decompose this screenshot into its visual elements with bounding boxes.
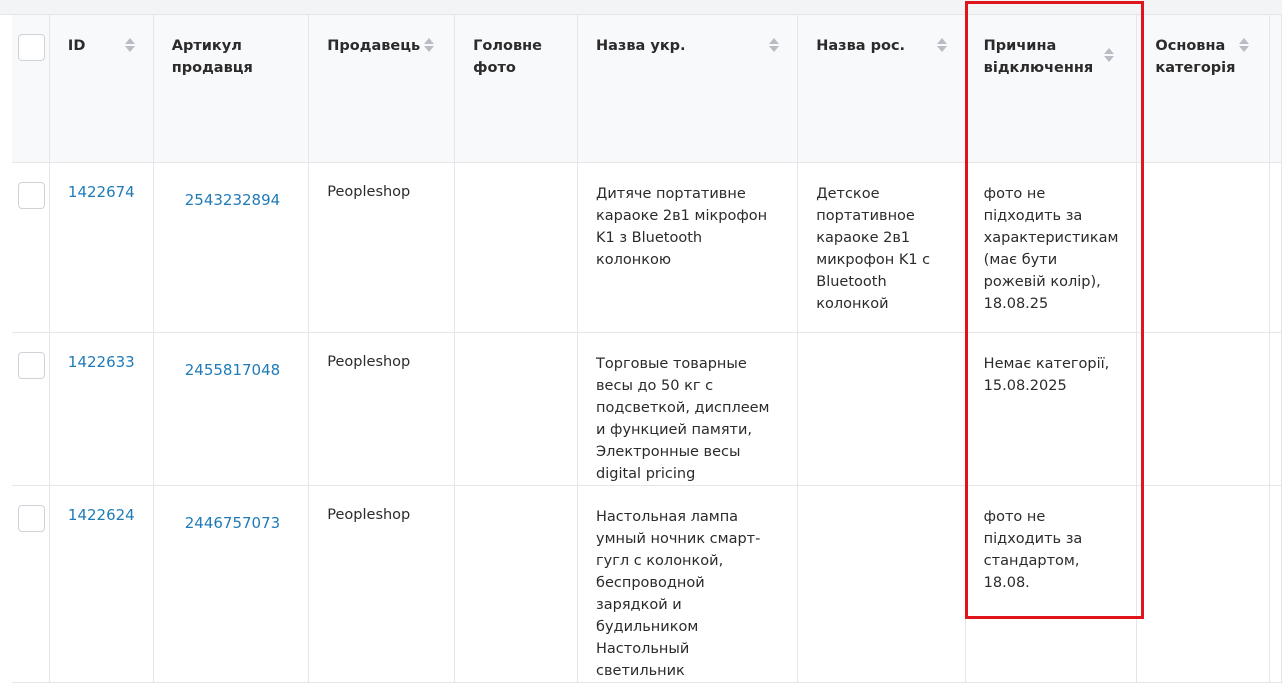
cell-seller bbox=[309, 485, 455, 682]
name-ros-text: Детское портативное караоке 2в1 микрофон K1 с Bluetooth колонкой bbox=[816, 185, 931, 312]
cell-name-ukr bbox=[578, 332, 798, 485]
cell-category bbox=[1137, 162, 1270, 332]
header-name-ukr[interactable] bbox=[578, 15, 798, 162]
article-link[interactable]: 2455817048 bbox=[184, 360, 281, 379]
product-id-link[interactable]: 1422633 bbox=[67, 352, 135, 371]
seller-text: Peopleshop bbox=[327, 353, 411, 370]
cell-overflow bbox=[1270, 332, 1282, 485]
seller-text: Peopleshop bbox=[327, 506, 411, 523]
cell-seller bbox=[309, 162, 455, 332]
cell-overflow bbox=[1270, 162, 1282, 332]
cell-main-photo bbox=[455, 485, 578, 682]
row-select-cell bbox=[12, 485, 49, 682]
top-toolbar-strip bbox=[0, 0, 1282, 15]
sort-arrows-icon[interactable] bbox=[424, 38, 434, 52]
article-link[interactable]: 2543232894 bbox=[184, 190, 281, 209]
header-select-cell bbox=[12, 15, 49, 162]
products-table bbox=[12, 15, 1282, 683]
row-select-cell bbox=[12, 332, 49, 485]
cell-name-ukr bbox=[578, 485, 798, 682]
header-name-ukr-label: Назва укр. bbox=[596, 38, 686, 54]
main-photo bbox=[455, 163, 577, 183]
category-text bbox=[1137, 333, 1269, 353]
row-select-cell bbox=[12, 162, 49, 332]
cell-reason bbox=[965, 485, 1137, 682]
header-reason[interactable] bbox=[965, 15, 1137, 162]
header-article[interactable] bbox=[153, 15, 309, 162]
main-photo bbox=[455, 333, 577, 353]
cell-id bbox=[49, 162, 153, 332]
header-main-photo-label: Головне фото bbox=[473, 38, 542, 76]
reason-text: Немає категорії, 15.08.2025 bbox=[983, 355, 1110, 394]
category-text bbox=[1137, 486, 1269, 506]
category-text bbox=[1137, 163, 1269, 183]
header-seller-label: Продавець bbox=[327, 38, 421, 54]
select-all-checkbox[interactable] bbox=[18, 34, 45, 61]
row-checkbox[interactable] bbox=[18, 505, 45, 532]
main-photo bbox=[455, 486, 577, 506]
cell-article bbox=[153, 162, 309, 332]
header-category[interactable] bbox=[1137, 15, 1270, 162]
header-name-ros-label: Назва рос. bbox=[816, 38, 906, 54]
row-checkbox[interactable] bbox=[18, 182, 45, 209]
cell-name-ukr bbox=[578, 162, 798, 332]
table-row bbox=[12, 485, 1282, 682]
reason-text: фото не підходить за стандартом, 18.08. bbox=[983, 508, 1083, 591]
header-category-label: Основна категорія bbox=[1155, 38, 1236, 76]
table-row bbox=[12, 162, 1282, 332]
article-link[interactable]: 2446757073 bbox=[184, 513, 281, 532]
name-ukr-text: Дитяче портативне караоке 2в1 мікрофон K1 з Bluetooth колонкою bbox=[596, 185, 768, 268]
sort-arrows-icon[interactable] bbox=[1239, 38, 1249, 52]
table-header-row bbox=[12, 15, 1282, 162]
cell-name-ros bbox=[798, 162, 965, 332]
cell-name-ros bbox=[798, 332, 965, 485]
header-main-photo bbox=[455, 15, 578, 162]
sort-arrows-icon[interactable] bbox=[125, 38, 135, 52]
header-article-label: Артикул продавця bbox=[171, 38, 253, 76]
table-row bbox=[12, 332, 1282, 485]
product-id-link[interactable]: 1422624 bbox=[67, 505, 135, 524]
header-overflow bbox=[1270, 15, 1282, 162]
name-ros-text bbox=[798, 486, 964, 506]
cell-overflow bbox=[1270, 485, 1282, 682]
cell-article bbox=[153, 485, 309, 682]
cell-article bbox=[153, 332, 309, 485]
cell-name-ros bbox=[798, 485, 965, 682]
sort-arrows-icon[interactable] bbox=[937, 38, 947, 52]
cell-id bbox=[49, 485, 153, 682]
sort-arrows-icon[interactable] bbox=[769, 38, 779, 52]
cell-category bbox=[1137, 485, 1270, 682]
name-ukr-text: Торговые товарные весы до 50 кг с подсветкой, дисплеем и функцией памяти, Электронные весы digital pricing bbox=[596, 355, 770, 482]
header-reason-label: Причина відключення bbox=[983, 38, 1094, 76]
cell-main-photo bbox=[455, 332, 578, 485]
cell-reason bbox=[965, 332, 1137, 485]
header-name-ros[interactable] bbox=[798, 15, 965, 162]
row-checkbox[interactable] bbox=[18, 352, 45, 379]
cell-category bbox=[1137, 332, 1270, 485]
name-ros-text bbox=[798, 333, 964, 353]
reason-text: фото не підходить за характеристикам (має бути рожевій колір), 18.08.25 bbox=[983, 185, 1119, 312]
cell-reason bbox=[965, 162, 1137, 332]
cell-seller bbox=[309, 332, 455, 485]
cell-main-photo bbox=[455, 162, 578, 332]
header-id-label: ID bbox=[67, 38, 86, 54]
header-id[interactable] bbox=[49, 15, 153, 162]
name-ukr-text: Настольная лампа умный ночник смарт-гугл с колонкой, беспроводной зарядкой и будильником Настольный светильник bbox=[596, 508, 761, 679]
sort-arrows-icon[interactable] bbox=[1104, 48, 1114, 62]
cell-id bbox=[49, 332, 153, 485]
product-id-link[interactable]: 1422674 bbox=[67, 182, 135, 201]
seller-text: Peopleshop bbox=[327, 183, 411, 200]
header-seller[interactable] bbox=[309, 15, 455, 162]
